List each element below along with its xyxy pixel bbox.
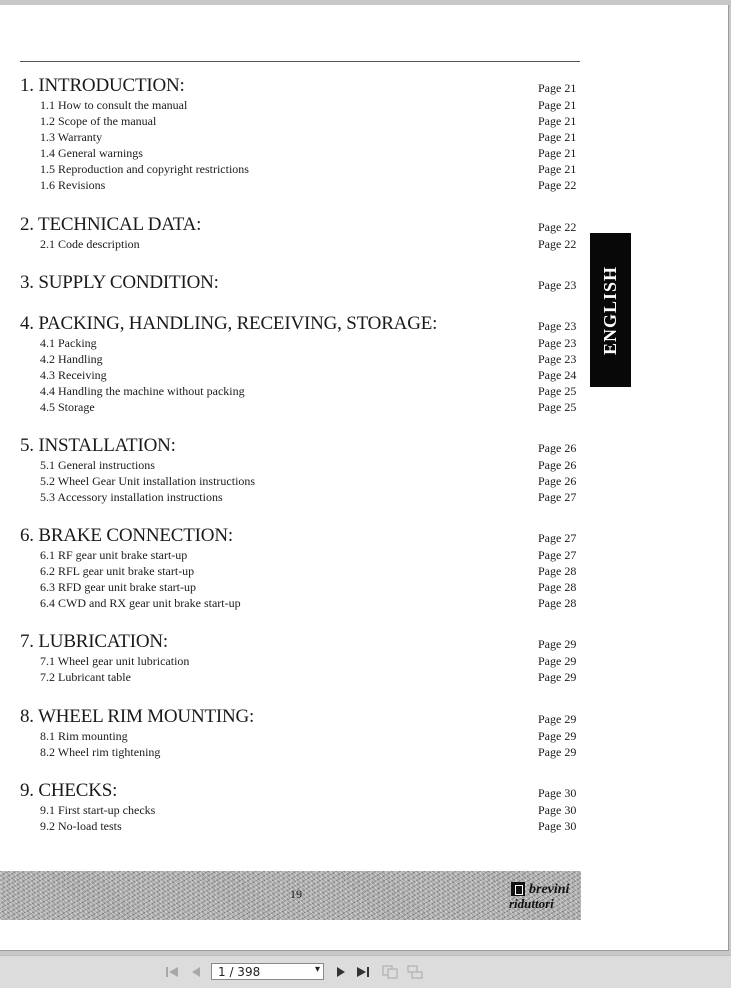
toc-item	[0, 335, 600, 351]
toc-item-label: 6.4 CWD and RX gear unit brake start-up	[40, 596, 241, 610]
section-page: Page 21	[538, 81, 577, 95]
toc-item	[0, 473, 600, 489]
toc-item-page: Page 28	[538, 564, 577, 578]
document-page	[0, 5, 729, 951]
toc-item-page: Page 25	[538, 384, 577, 398]
toc-item-label: 7.2 Lubricant table	[40, 670, 131, 684]
toc-item-page: Page 23	[538, 352, 577, 366]
toc-item-label: 9.1 First start-up checks	[40, 803, 156, 817]
toc-section-heading	[0, 313, 600, 335]
toc-item	[0, 579, 600, 595]
toc-section-heading	[0, 706, 600, 728]
toc-item-page: Page 27	[538, 548, 577, 562]
toc-item-label: 8.2 Wheel rim tightening	[40, 745, 161, 759]
previous-page-icon	[191, 966, 201, 978]
section-page: Page 29	[538, 637, 577, 651]
toc-item-label: 9.2 No-load tests	[40, 819, 122, 833]
continuous-view-icon	[407, 965, 423, 979]
toc-item-label: 8.1 Rim mounting	[40, 729, 128, 743]
toc-item	[0, 489, 600, 505]
toc-item-page: Page 26	[538, 474, 577, 488]
language-tab-label: ENGLISH	[600, 265, 620, 355]
toc-item-page: Page 22	[538, 178, 577, 192]
section-title: 5. INSTALLATION:	[20, 435, 176, 456]
previous-page-button[interactable]	[188, 965, 204, 979]
toc-item-label: 1.2 Scope of the manual	[40, 114, 157, 128]
section-title: 9. CHECKS:	[20, 780, 118, 801]
toc-item-label: 6.1 RF gear unit brake start-up	[40, 548, 188, 562]
section-title: 6. BRAKE CONNECTION:	[20, 525, 233, 546]
toc-item-label: 5.2 Wheel Gear Unit installation instructions	[40, 474, 256, 488]
toc-item-label: 6.3 RFD gear unit brake start-up	[40, 580, 196, 594]
section-page: Page 27	[538, 531, 577, 545]
toc-section	[0, 780, 600, 834]
toc-item	[0, 383, 600, 399]
section-page: Page 26	[538, 441, 577, 455]
toc-item-label: 4.4 Handling the machine without packing	[40, 384, 245, 398]
toc-item-page: Page 21	[538, 114, 577, 128]
toc-item-label: 1.4 General warnings	[40, 146, 143, 160]
toc-item-label: 1.6 Revisions	[40, 178, 106, 192]
toc-item-label: 2.1 Code description	[40, 237, 140, 251]
toc-section	[0, 631, 600, 685]
toc-item-page: Page 21	[538, 146, 577, 160]
toc-section-heading	[0, 272, 600, 294]
toc-item-label: 4.5 Storage	[40, 400, 95, 414]
section-page: Page 23	[538, 319, 577, 333]
single-page-view-icon	[382, 965, 398, 979]
toc-item	[0, 595, 600, 611]
single-page-view-button[interactable]	[382, 965, 398, 979]
toc-item	[0, 97, 600, 113]
last-page-button[interactable]	[355, 965, 371, 979]
toc-item-label: 4.2 Handling	[40, 352, 103, 366]
section-title: 4. PACKING, HANDLING, RECEIVING, STORAGE:	[20, 313, 438, 334]
toc-section-heading	[0, 780, 600, 802]
section-title: 3. SUPPLY CONDITION:	[20, 272, 219, 293]
toc-item	[0, 728, 600, 744]
toc-item	[0, 744, 600, 760]
toc-section	[0, 272, 600, 294]
section-title: 2. TECHNICAL DATA:	[20, 214, 202, 235]
toc-item-page: Page 24	[538, 368, 577, 382]
section-title: 1. INTRODUCTION:	[20, 75, 185, 96]
toc-section-heading	[0, 75, 600, 97]
toc-item-label: 5.3 Accessory installation instructions	[40, 490, 223, 504]
page-number: 19	[290, 887, 302, 901]
toc-item-label: 4.1 Packing	[40, 336, 97, 350]
toc-item	[0, 802, 600, 818]
toc-item-label: 1.1 How to consult the manual	[40, 98, 188, 112]
toc-item-page: Page 21	[538, 130, 577, 144]
page-number-select[interactable]	[211, 963, 324, 980]
section-title: 8. WHEEL RIM MOUNTING:	[20, 706, 255, 727]
toc-item-page: Page 26	[538, 458, 577, 472]
toc-section	[0, 75, 600, 193]
toc-item	[0, 367, 600, 383]
toc-item-page: Page 28	[538, 596, 577, 610]
toc-item-page: Page 30	[538, 803, 577, 817]
toc-item	[0, 399, 600, 415]
section-title: 7. LUBRICATION:	[20, 631, 168, 652]
toc-item-page: Page 29	[538, 729, 577, 743]
toc-item	[0, 653, 600, 669]
toc-item	[0, 563, 600, 579]
next-page-button[interactable]	[333, 965, 349, 979]
toc-item	[0, 818, 600, 834]
toc-section	[0, 214, 600, 252]
toc-item-page: Page 29	[538, 654, 577, 668]
pdf-toolbar	[0, 955, 731, 988]
toc-item-label: 4.3 Receiving	[40, 368, 107, 382]
toc-section	[0, 435, 600, 505]
toc-item	[0, 669, 600, 685]
toc-item	[0, 177, 600, 193]
first-page-icon	[165, 966, 179, 978]
toc-item-page: Page 29	[538, 670, 577, 684]
section-page: Page 22	[538, 220, 577, 234]
toc-item-page: Page 23	[538, 336, 577, 350]
toc-section-heading	[0, 435, 600, 457]
toc-item	[0, 547, 600, 563]
brand-logo: brevini riduttori	[509, 882, 570, 911]
toc-section	[0, 706, 600, 760]
language-tab	[590, 233, 631, 387]
toc-section	[0, 313, 600, 415]
toc-item-label: 7.1 Wheel gear unit lubrication	[40, 654, 190, 668]
toc-section-heading	[0, 631, 600, 653]
next-page-icon	[336, 966, 346, 978]
toc-item-page: Page 21	[538, 162, 577, 176]
toc-item-label: 6.2 RFL gear unit brake start-up	[40, 564, 195, 578]
section-page: Page 29	[538, 712, 577, 726]
footer-band	[0, 871, 581, 920]
toc-item	[0, 129, 600, 145]
section-page: Page 30	[538, 786, 577, 800]
toc-item-label: 5.1 General instructions	[40, 458, 155, 472]
toc-item	[0, 236, 600, 252]
page-indicator: 1 / 398	[218, 965, 261, 979]
toc-item	[0, 113, 600, 129]
toc-item-label: 1.3 Warranty	[40, 130, 103, 144]
section-page: Page 23	[538, 278, 577, 292]
toc-item-page: Page 28	[538, 580, 577, 594]
toc-item-label: 1.5 Reproduction and copyright restrictions	[40, 162, 249, 176]
toc-item-page: Page 25	[538, 400, 577, 414]
brand-mark-icon	[511, 882, 525, 896]
chevron-down-icon: ▾	[314, 964, 320, 975]
toc-section	[0, 525, 600, 611]
last-page-icon	[356, 966, 370, 978]
toc-item	[0, 457, 600, 473]
toc-item	[0, 161, 600, 177]
toc-item-page: Page 29	[538, 745, 577, 759]
toc-item	[0, 145, 600, 161]
toc-item-page: Page 21	[538, 98, 577, 112]
toc-item-page: Page 22	[538, 237, 577, 251]
toc-item-page: Page 27	[538, 490, 577, 504]
toc-item	[0, 351, 600, 367]
toc-section-heading	[0, 214, 600, 236]
header-rule	[20, 61, 580, 62]
first-page-button[interactable]	[164, 965, 180, 979]
toc-section-heading	[0, 525, 600, 547]
toc-item-page: Page 30	[538, 819, 577, 833]
continuous-view-button[interactable]	[407, 965, 423, 979]
